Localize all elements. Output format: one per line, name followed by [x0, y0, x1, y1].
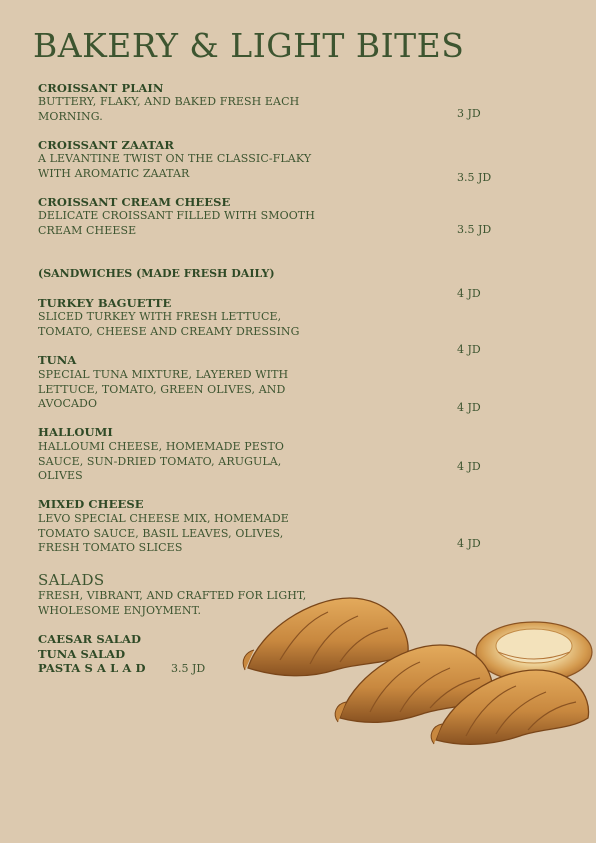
salads-desc: FRESH, VIBRANT, AND CRAFTED FOR LIGHT, WHOLESOME ENJOYMENT.	[38, 589, 307, 617]
item-desc-mixed-cheese: LEVO SPECIAL CHEESE MIX, HOMEMADE TOMATO SAUCE, BASIL LEAVES, OLIVES, FRESH TOMATO SLICES	[38, 512, 289, 554]
item-name-croissant-plain: CROISSANT PLAIN	[38, 81, 164, 95]
item-name-tuna: TUNA	[38, 353, 77, 367]
item-price-croissant-plain: 3 JD	[457, 107, 481, 120]
croissant-illustration	[240, 590, 596, 760]
sandwich-price-4: 4 JD	[457, 460, 481, 473]
item-name-mixed-cheese: MIXED CHEESE	[38, 497, 144, 511]
sandwich-price-5: 4 JD	[457, 537, 481, 550]
item-desc-croissant-zaatar: A LEVANTINE TWIST ON THE CLASSIC-FLAKY WITH AROMATIC ZAATAR	[38, 152, 312, 180]
item-price-croissant-zaatar: 3.5 JD	[457, 171, 492, 184]
item-desc-turkey-baguette: SLICED TURKEY WITH FRESH LETTUCE, TOMATO, CHEESE AND CREAMY DRESSING	[38, 310, 300, 338]
item-desc-halloumi: HALLOUMI CHEESE, HOMEMADE PESTO SAUCE, SUN-DRIED TOMATO, ARUGULA, OLIVES	[38, 440, 285, 482]
sandwich-price-3: 4 JD	[457, 401, 481, 414]
item-desc-tuna: SPECIAL TUNA MIXTURE, LAYERED WITH LETTUCE, TOMATO, GREEN OLIVES, AND AVOCADO	[38, 368, 289, 410]
item-name-caesar-salad: CAESAR SALAD	[38, 632, 142, 646]
salads-title: SALADS	[38, 571, 105, 589]
item-desc-croissant-cream-cheese: DELICATE CROISSANT FILLED WITH SMOOTH CREAM CHEESE	[38, 209, 315, 237]
item-name-turkey-baguette: TURKEY BAGUETTE	[38, 296, 172, 310]
item-name-tuna-salad: TUNA SALAD	[38, 647, 126, 661]
page-title: BAKERY & LIGHT BITES	[33, 26, 465, 65]
sandwich-price-1: 4 JD	[457, 287, 481, 300]
salad-price: 3.5 JD	[171, 662, 206, 675]
sandwich-price-2: 4 JD	[457, 343, 481, 356]
item-name-croissant-cream-cheese: CROISSANT CREAM CHEESE	[38, 195, 231, 209]
item-name-croissant-zaatar: CROISSANT ZAATAR	[38, 138, 175, 152]
sandwiches-heading: (SANDWICHES (MADE FRESH DAILY)	[38, 267, 275, 280]
item-name-halloumi: HALLOUMI	[38, 425, 113, 439]
item-price-croissant-cream-cheese: 3.5 JD	[457, 223, 492, 236]
item-name-pasta-salad: PASTA S A L A D	[38, 661, 146, 675]
item-desc-croissant-plain: BUTTERY, FLAKY, AND BAKED FRESH EACH MORNING.	[38, 95, 300, 123]
